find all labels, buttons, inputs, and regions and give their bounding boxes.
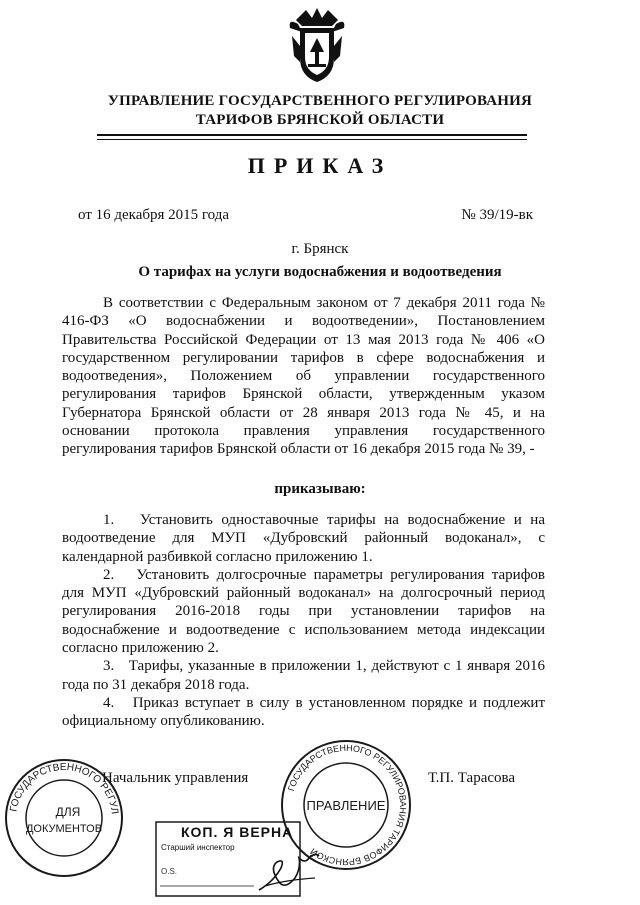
org-name-line-2: ТАРИФОВ БРЯНСКОЙ ОБЛАСТИ (195, 112, 445, 128)
right-seal-ring-text: ГОСУДАРСТВЕННОГО РЕГУЛИРОВАНИЯ ТАРИФОВ БРЯНСКОЙ (285, 742, 409, 868)
order-item-2: 2. Установить долгосрочные параметры регулирования тарифов для МУП «Дубровский районный водоканал» на долгосрочный период регулирования 2016-2018 годы при установлении тарифов на водоснабжение и водоотведение с использованием метода индексации согласно приложению 2. (62, 566, 545, 657)
right-seal-center: ПРАВЛЕНИЕ (306, 798, 386, 813)
order-word: приказываю: (274, 481, 366, 497)
document-city: г. Брянск (291, 241, 349, 257)
true-copy-name: О.S. (161, 867, 178, 876)
documents-stamp (2, 756, 126, 880)
preamble-paragraph: В соответствии с Федеральным законом от 7 декабря 2011 года № 416-ФЗ «О водоснабжении и водоотведении», Постановлением Правительства Российской Федерации от 13 мая 2013 года № 406 «О государственном регулировании тарифов в сфере водоснабжения и водоотведения», Положением об управлении государственного регулирования тарифов Брянской области, утвержденным указом Губернатора Брянской области от 28 января 2013 года № 45, и на основании протокола правления управления государственного регулирования тарифов Брянской области от 16 декабря 2015 года № 39, - (62, 295, 545, 458)
order-item-4: 4. Приказ вступает в силу в установленном порядке и подлежит официальному опубликованию. (62, 694, 545, 730)
header-rule-thin (97, 139, 527, 140)
header-rule-thick (97, 134, 527, 136)
order-item-3: 3. Тарифы, указанные в приложении 1, действуют с 1 января 2016 года по 31 декабря 2018 года. (62, 658, 545, 693)
signatory-role: Начальник управления (102, 770, 249, 786)
org-name-line-1: УПРАВЛЕНИЕ ГОСУДАРСТВЕННОГО РЕГУЛИРОВАНИЯ (107, 93, 533, 109)
left-stamp-center-2: ДОКУМЕНТОВ (25, 823, 103, 835)
true-copy-title: КОП. Я ВЕРНА (181, 824, 294, 840)
left-stamp-ring-text: ГОСУДАРСТВЕННОГО РЕГУЛ (8, 761, 120, 815)
document-date: от 16 декабря 2015 года (78, 207, 230, 223)
coat-of-arms-icon (286, 6, 348, 84)
left-stamp-center-1: ДЛЯ (55, 805, 81, 819)
signatory-name: Т.П. Тарасова (428, 770, 516, 786)
order-item-1: 1. Установить одноставочные тарифы на водоснабжение и на водоотведение для МУП «Дубровский районный водоканал», с календарной разбивкой согласно приложению 1. (62, 512, 545, 565)
document-title: О тарифах на услуги водоснабжения и водоотведения (138, 264, 502, 280)
document-type-heading: ПРИКАЗ (247, 153, 393, 178)
true-copy-role: Старший инспектор (161, 843, 235, 852)
order-items-list (62, 511, 545, 731)
document-number: № 39/19-вк (461, 207, 533, 223)
